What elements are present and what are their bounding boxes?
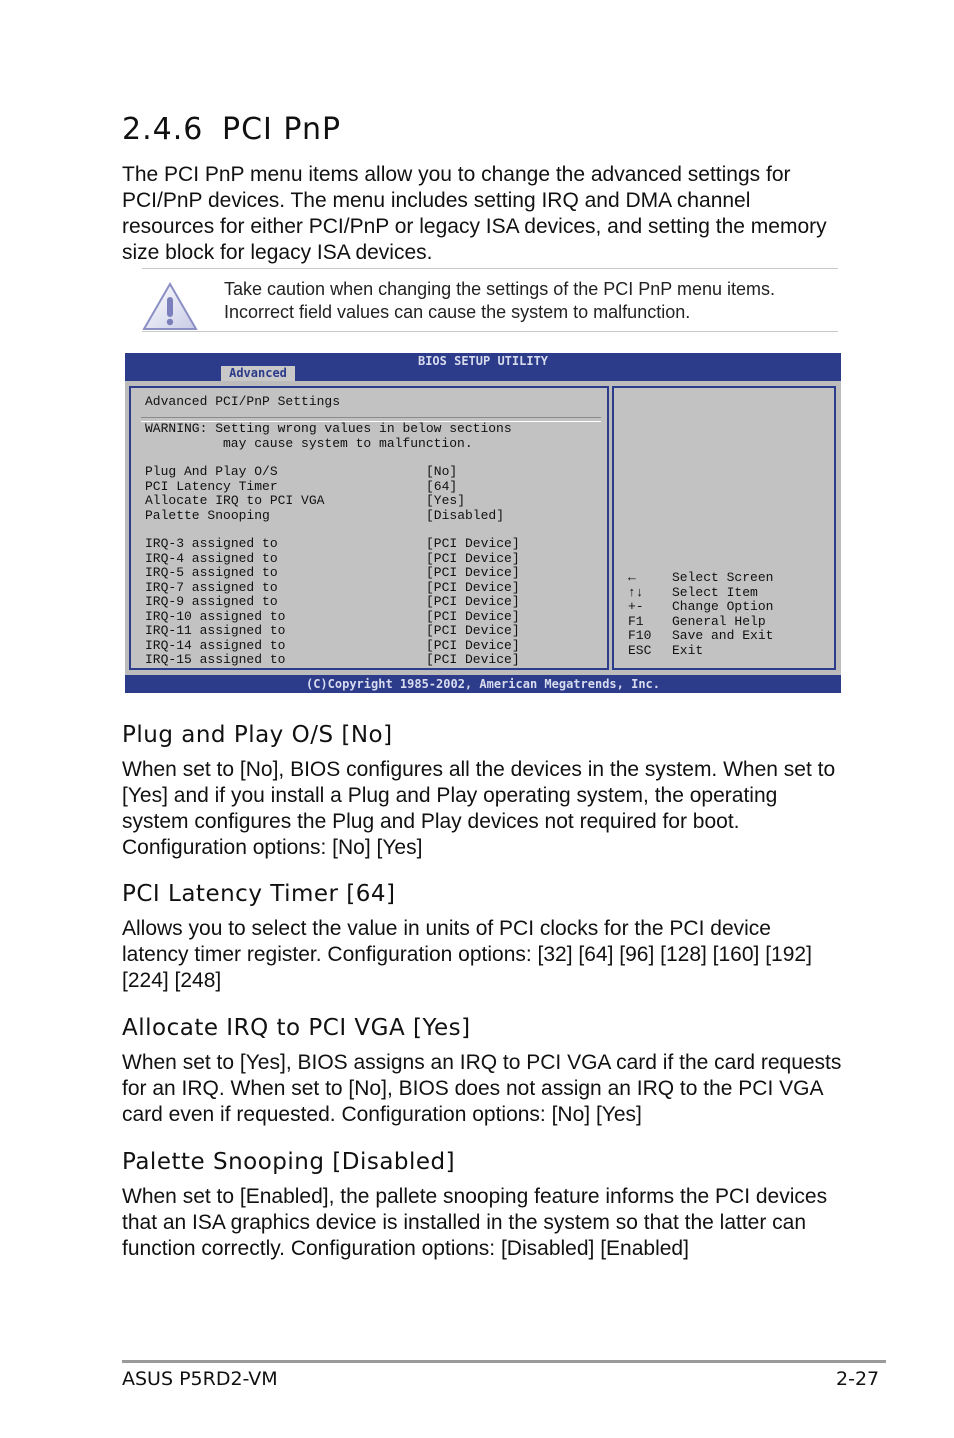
footer-product-name: ASUS P5RD2-VM [122, 1368, 278, 1390]
caution-line-2: Incorrect field values can cause the system to malfunction. [224, 302, 691, 322]
caution-note [142, 268, 838, 332]
bios-screenshot [125, 353, 841, 693]
bios-option-row[interactable]: Plug And Play O/S [No] [145, 464, 458, 479]
bios-option-row[interactable]: PCI Latency Timer [64] [145, 478, 458, 494]
bios-body [125, 381, 841, 675]
bios-irq-row[interactable]: IRQ-14 assigned to [PCI Device] [145, 637, 520, 653]
bios-irq-row[interactable]: IRQ-10 assigned to [PCI Device] [145, 608, 520, 624]
bios-option-row[interactable]: Palette Snooping [Disabled] [145, 507, 505, 523]
bios-settings-panel [129, 386, 609, 670]
subsection-heading: PCI Latency Timer [64] [122, 881, 396, 907]
bios-irq-row[interactable]: IRQ-5 assigned to [PCI Device] [145, 565, 520, 580]
bios-title: BIOS SETUP UTILITY [417, 354, 549, 368]
intro-paragraph: The PCI PnP menu items allow you to change the advanced settings for PCI/PnP devices. The menu includes setting IRQ and DMA channel resources for either PCI/PnP or legacy ISA devices, and setting the memory size block for legacy ISA devices. [122, 163, 827, 264]
bios-warning-line-2: may cause system to malfunction. [223, 435, 473, 451]
key-hint-row: F1 General Help [628, 613, 766, 629]
subsection-body: When set to [Enabled], the pallete snooping feature informs the PCI devices that an ISA graphics device is installed in the system so that the latter can function correctly. Configuration options: [Disabled] [Enabled] [122, 1185, 828, 1260]
key-hint-row: +- Change Option [628, 599, 774, 614]
subsection-heading: Allocate IRQ to PCI VGA [Yes] [122, 1015, 471, 1041]
bios-section-title: Advanced PCI/PnP Settings [145, 394, 341, 409]
bios-irq-row[interactable]: IRQ-11 assigned to [PCI Device] [145, 623, 520, 638]
bios-option-row[interactable]: Allocate IRQ to PCI VGA [Yes] [145, 493, 466, 508]
warning-icon [142, 281, 198, 331]
bios-warning-line-1: WARNING: Setting wrong values in below sections [145, 421, 512, 436]
key-hint-row: F10 Save and Exit [628, 628, 774, 643]
footer-divider [122, 1360, 886, 1363]
subsection-body: When set to [No], BIOS configures all the devices in the system. When set to [Yes] and if you install a Plug and Play operating system, the operating system configures the Plug and Play devices not required for boot. Configuration options: [No] [Yes] [122, 758, 836, 859]
section-number: 2.4.6 [122, 112, 204, 147]
subsection-body: When set to [Yes], BIOS assigns an IRQ to PCI VGA card if the card requests for an IRQ. When set to [No], BIOS does not assign an IRQ to the PCI VGA card even if requested. Configuration options: [No] [Yes] [122, 1051, 842, 1126]
bios-irq-row[interactable]: IRQ-7 assigned to [PCI Device] [145, 579, 520, 595]
section-title: PCI PnP [222, 112, 342, 147]
bios-help-panel [612, 386, 836, 670]
key-hint-row: ↑↓ Select Item [628, 584, 758, 600]
left-arrow-icon: ← [628, 570, 636, 585]
up-down-arrow-icon: ↑↓ [628, 584, 644, 600]
subsection-heading: Plug and Play O/S [No] [122, 722, 393, 748]
key-hint-row: ESC Exit [628, 642, 704, 658]
bios-irq-row[interactable]: IRQ-9 assigned to [PCI Device] [145, 594, 520, 609]
caution-line-1: Take caution when changing the settings of the PCI PnP menu items. [224, 279, 775, 299]
footer-page-number: 2-27 [836, 1368, 880, 1390]
key-hint-row: ← Select Screen [628, 570, 774, 585]
tab-advanced[interactable]: Advanced [221, 366, 295, 381]
bios-copyright: (C)Copyright 1985-2002, American Megatrends, Inc. [305, 677, 660, 691]
bios-irq-row[interactable]: IRQ-15 assigned to [PCI Device] [145, 652, 520, 667]
bios-irq-row[interactable]: IRQ-4 assigned to [PCI Device] [145, 550, 520, 566]
subsection-heading: Palette Snooping [Disabled] [122, 1149, 456, 1175]
subsection-body: Allows you to select the value in units of PCI clocks for the PCI device latency timer register. Configuration options: [32] [64] [96] [128] [160] [192] [224] [248] [122, 917, 812, 992]
bios-irq-row[interactable]: IRQ-3 assigned to [PCI Device] [145, 536, 520, 551]
section-heading [122, 112, 341, 147]
